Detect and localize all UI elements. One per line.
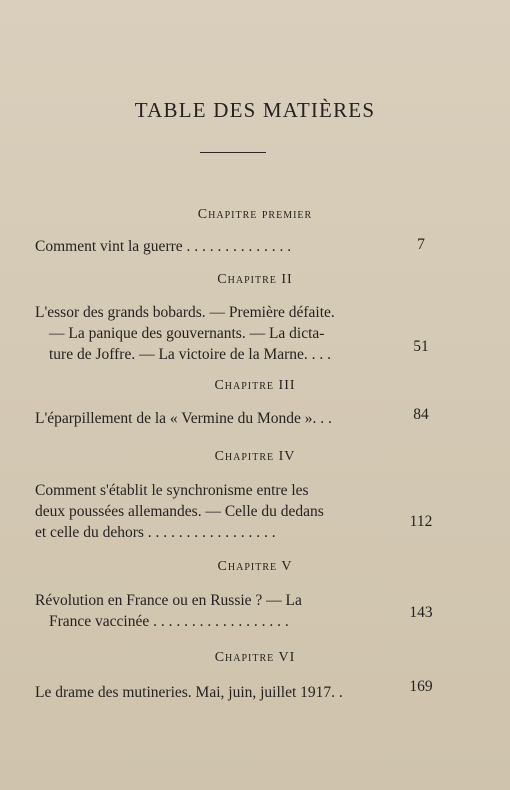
chapter-heading: Chapitre IV bbox=[214, 449, 296, 464]
entry-line: et celle du dehors . . . . . . . . . . . . . . . . . bbox=[35, 524, 276, 541]
toc-entry[interactable] bbox=[35, 408, 395, 429]
chapter-heading: Chapitre III bbox=[214, 378, 296, 393]
chapter-heading: Chapitre premier bbox=[197, 207, 313, 222]
entry-line: L'essor des grands bobards. — Première défaite. bbox=[35, 304, 335, 321]
entry-line: Le drame des mutineries. Mai, juin, juillet 1917. . bbox=[35, 684, 343, 701]
title-rule bbox=[200, 152, 266, 153]
toc-entry[interactable] bbox=[35, 302, 395, 365]
entry-line: — La panique des gouvernants. — La dicta- bbox=[49, 325, 325, 342]
entry-line: Comment vint la guerre . . . . . . . . . . . . . . bbox=[35, 238, 292, 255]
entry-line: France vaccinée . . . . . . . . . . . . . . . . . . bbox=[49, 613, 289, 630]
page-number: 7 bbox=[417, 236, 425, 253]
page-number: 169 bbox=[409, 678, 433, 695]
toc-entry[interactable] bbox=[35, 480, 395, 543]
toc-entry[interactable] bbox=[35, 236, 395, 257]
entry-line: ture de Joffre. — La victoire de la Marne. . . . bbox=[49, 346, 332, 363]
page-number: 51 bbox=[413, 338, 429, 355]
entry-line: L'éparpillement de la « Vermine du Monde ». . . bbox=[35, 410, 332, 427]
page-number: 84 bbox=[413, 406, 429, 423]
chapter-heading: Chapitre II bbox=[217, 272, 293, 287]
entry-line: deux poussées allemandes. — Celle du dedans bbox=[35, 503, 324, 520]
toc-entry[interactable] bbox=[35, 590, 395, 632]
entry-line: Comment s'établit le synchronisme entre les bbox=[35, 482, 309, 499]
page-number: 112 bbox=[409, 513, 433, 530]
chapter-heading: Chapitre V bbox=[217, 559, 293, 574]
chapter-heading: Chapitre VI bbox=[214, 650, 296, 665]
page-title: TABLE DES MATIÈRES bbox=[134, 98, 376, 122]
page-number: 143 bbox=[409, 604, 433, 621]
toc-entry[interactable] bbox=[35, 682, 395, 703]
entry-line: Révolution en France ou en Russie ? — La bbox=[35, 592, 302, 609]
